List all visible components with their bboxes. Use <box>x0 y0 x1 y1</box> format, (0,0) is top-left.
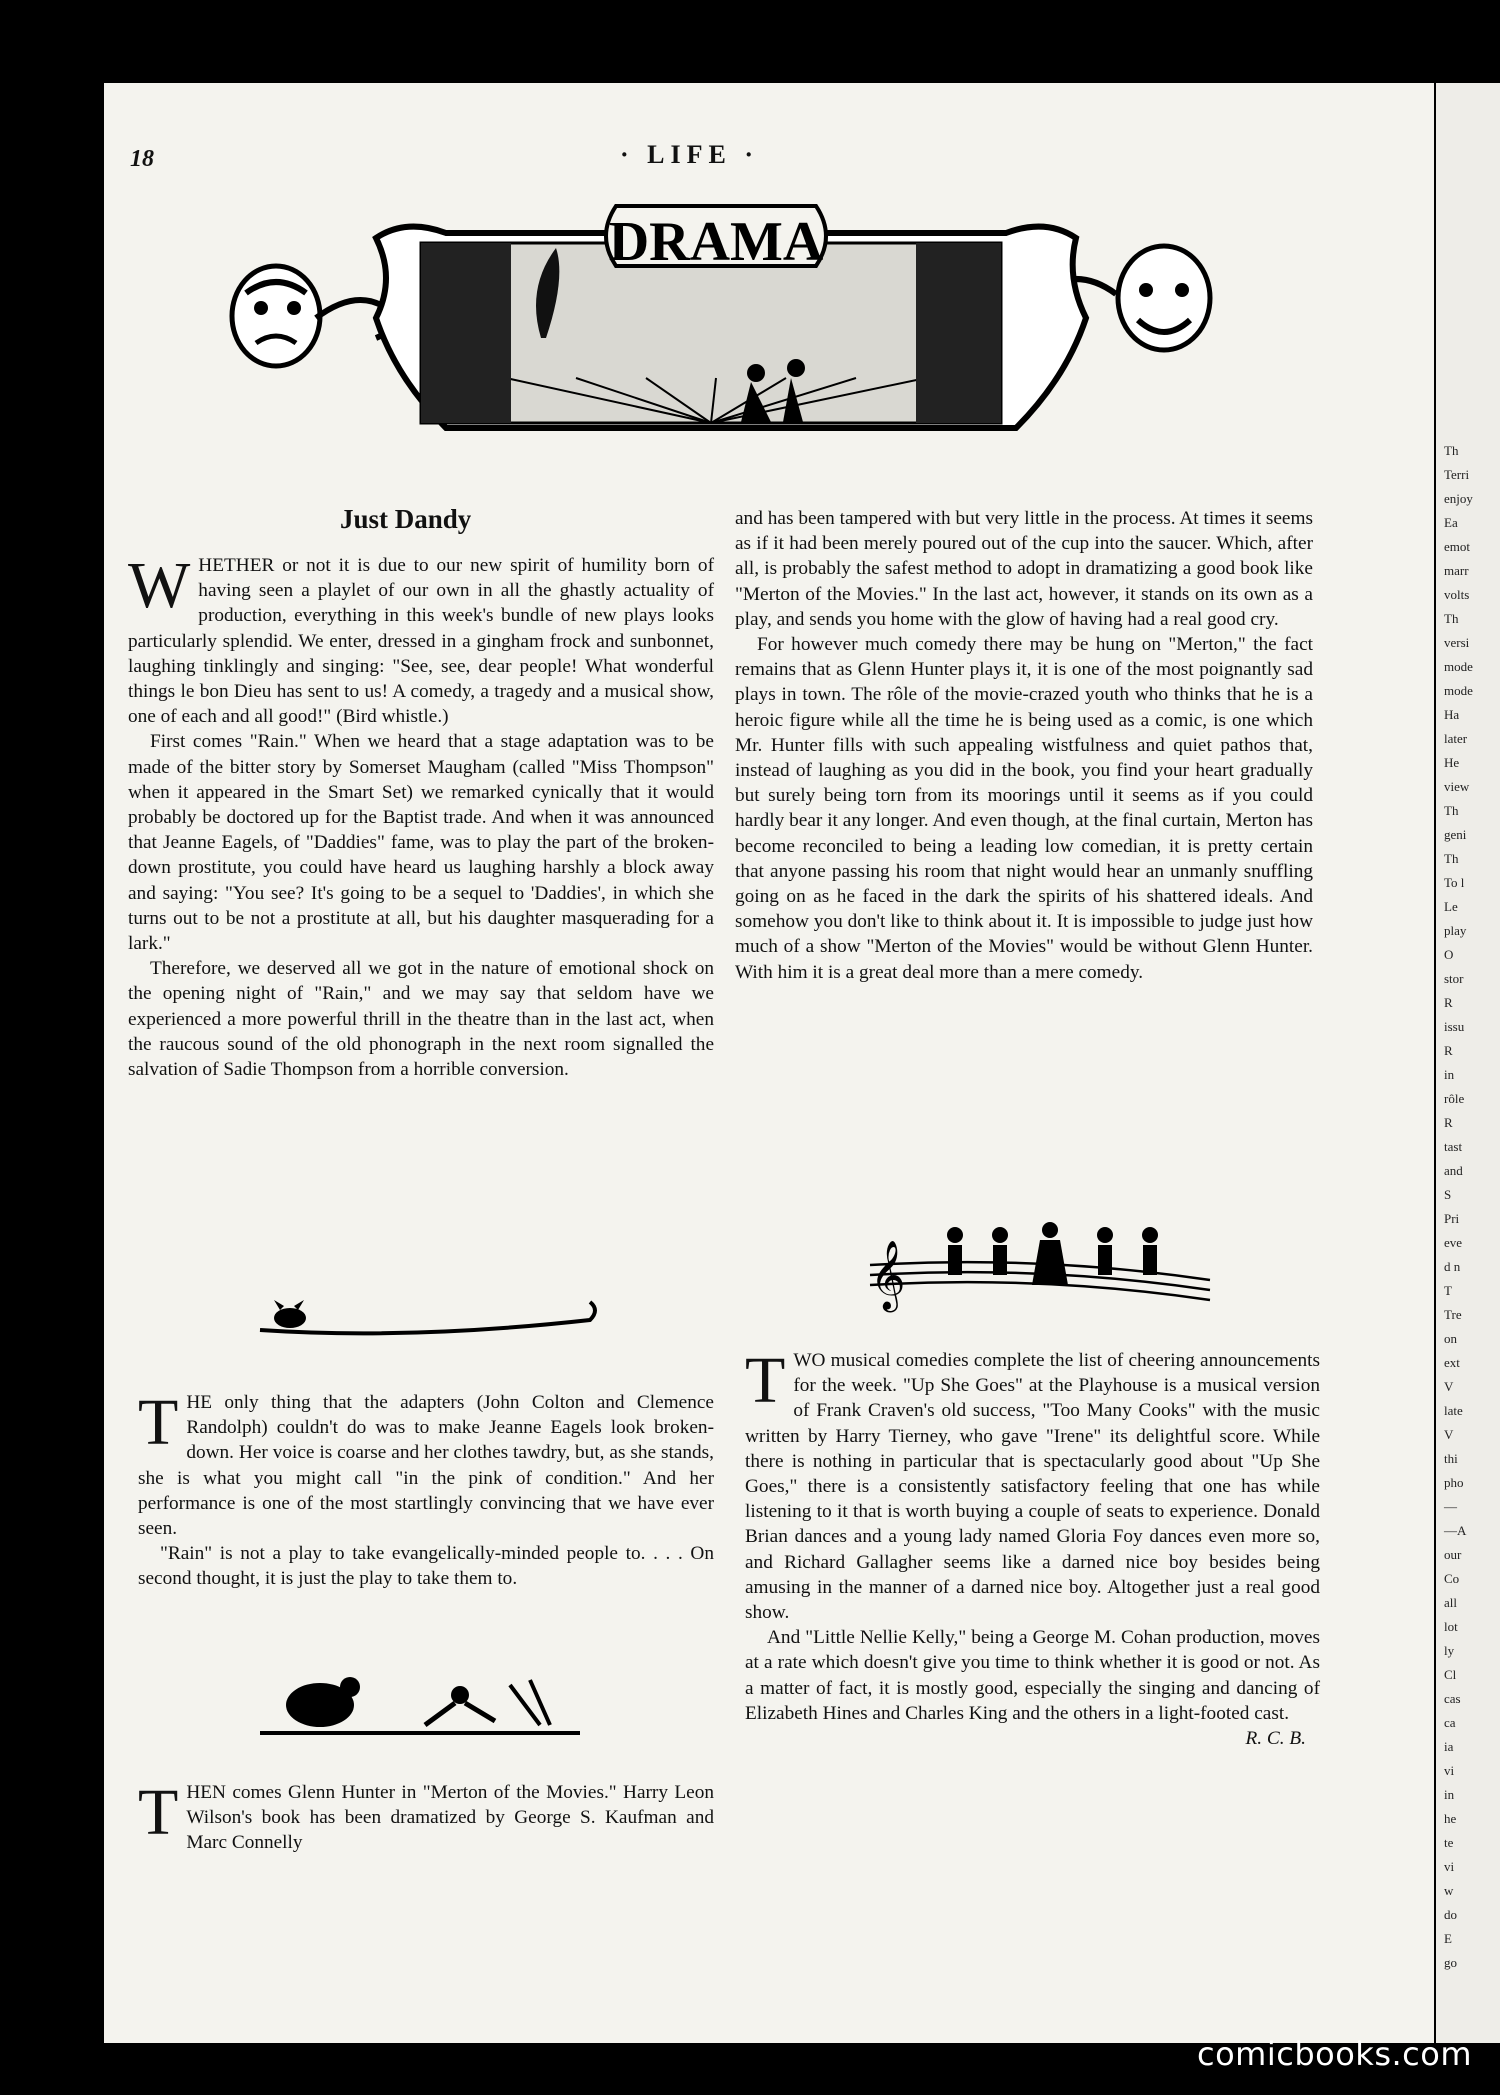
fragment-text: in <box>1444 1787 1455 1802</box>
article-title: Just Dandy <box>340 504 472 534</box>
fragment-text: our <box>1444 1547 1462 1562</box>
fragment-text: ia <box>1444 1739 1454 1754</box>
fragment-text: E <box>1444 1931 1452 1946</box>
fragment-text: lot <box>1444 1619 1458 1634</box>
left-column-bottom <box>138 1776 714 1856</box>
paragraph: WHETHER or not it is due to our new spirit of humility born of having seen a playlet of our own in all the ghastly actuality of production, everything in this week's bundle of new plays looks particularly splendid. We enter, dressed in a gingham frock and sunbonnet, laughing tinklingly and singing: "See, see, dear people! What wonderful things le bon Dieu has sent to us! A comedy, a tragedy and a musical show, one of each and all good!" (Bird whistle.) <box>128 549 714 728</box>
fragment-text: Ea <box>1444 515 1458 530</box>
paragraph: For however much comedy there may be hung on "Merton," the fact remains that as Glenn Hunter plays it, it is one of the most poignantly sad plays in town. The rôle of the movie-crazed youth who thinks that he is a heroic figure while all the time he is being used as a comic, is one which Mr. Hunter fills with such appealing wistfulness and quiet pathos that, instead of laughing as you did in the book, you find your heart gradually but surely being torn from its moorings until it seems as if you could hardly bear it any longer. And even though, at the final curtain, Merton has become reconciled to being a leading low comedian, it is pretty certain that anyone passing his room that night would hear an unmanly snuffling going on as he faced in the dark the spirits of his shattered ideals. And somehow you don't like to think about it. It is impossible to judge just how much of a show "Merton of the Movies" would be without Glenn Hunter. With him it is a great deal more than a mere comedy. <box>735 634 1313 983</box>
fragment-text: volts <box>1444 587 1470 602</box>
drop-cap: T <box>138 1386 179 1459</box>
cat-spot-illustration <box>250 1290 610 1350</box>
fragment-text: He <box>1444 755 1460 770</box>
fragment-text: vi <box>1444 1859 1455 1874</box>
fragment-text: Co <box>1444 1571 1460 1586</box>
fragment-text: ly <box>1444 1643 1455 1658</box>
fragment-text: ca <box>1444 1715 1456 1730</box>
paragraph: and has been tampered with but very little in the process. At times it seems as if it had been merely poured out of the cup into the saucer. Which, after all, is probably the safest method to adopt in dramatizing a good book like "Merton of the Movies." In the last act, however, it stands on its own as a play, and sends you home with the glow of having had a real good cry. <box>735 508 1313 630</box>
watermark: comicbooks.com <box>1196 2035 1472 2073</box>
fragment-text: Cl <box>1444 1667 1457 1682</box>
musical-notes-illustration <box>860 1205 1220 1315</box>
right-column-bottom <box>745 1344 1320 1751</box>
fragment-text: w <box>1444 1883 1454 1898</box>
drop-cap: W <box>128 549 191 622</box>
fragment-text: eve <box>1444 1235 1463 1250</box>
fragment-text: later <box>1444 731 1468 746</box>
fragment-text: pho <box>1444 1475 1464 1490</box>
left-column-middle <box>138 1386 714 1592</box>
fragment-text: Pri <box>1444 1211 1460 1226</box>
fragment-text: T <box>1444 1283 1452 1298</box>
fragment-text: versi <box>1444 635 1470 650</box>
left-column <box>128 549 714 1082</box>
chase-spot-illustration <box>260 1665 580 1740</box>
fragment-text: R <box>1444 1043 1453 1058</box>
fragment-text: V <box>1444 1427 1454 1442</box>
fragment-text: geni <box>1444 827 1467 842</box>
fragment-text: vi <box>1444 1763 1455 1778</box>
fragment-text: mode <box>1444 659 1473 674</box>
fragment-text: Ha <box>1444 707 1460 722</box>
tragedy-mask-icon <box>232 266 392 366</box>
fragment-text: in <box>1444 1067 1455 1082</box>
fragment-text: V <box>1444 1379 1454 1394</box>
fragment-text: all <box>1444 1595 1457 1610</box>
fragment-text: R <box>1444 995 1453 1010</box>
fragment-text: Th <box>1444 803 1459 818</box>
fragment-text: view <box>1444 779 1470 794</box>
fragment-text: go <box>1444 1955 1457 1970</box>
page-number: 18 <box>130 146 154 172</box>
paragraph: First comes "Rain." When we heard that a stage adaptation was to be made of the bitter story by Somerset Maugham (called "Miss Thompson" when it appeared in the Smart Set) we remarked cynically that it would probably be doctored up for the Baptist trade. And when it was announced that Jeanne Eagels, of "Daddies" fame, was to play the part of the broken-down prostitute, you could have heard us laughing harshly a block away and saying: "You see? It's going to be a sequel to 'Daddies', in which she turns out to be not a prostitute at all, but his daughter masquerading for a lark." <box>128 731 714 955</box>
right-column <box>735 506 1313 985</box>
fragment-text: late <box>1444 1403 1463 1418</box>
fragment-text: To l <box>1444 875 1465 890</box>
fragment-text: — <box>1444 1499 1457 1514</box>
fragment-text: O <box>1444 947 1454 962</box>
paragraph: And "Little Nellie Kelly," being a George M. Cohan production, moves at a rate which doesn't give you time to think whether it is good or not. As a matter of fact, it is mostly good, especially the singing and dancing of Elizabeth Hines and Charles King and the others in a light-footed cast. R. C. B. <box>745 1625 1320 1726</box>
fragment-text: play <box>1444 923 1467 938</box>
drama-banner-illustration <box>216 198 1236 463</box>
drop-cap: T <box>138 1776 179 1849</box>
drop-cap: T <box>745 1344 786 1417</box>
fragment-text: rôle <box>1444 1091 1465 1106</box>
fragment-text: thi <box>1444 1451 1458 1466</box>
masthead: · LIFE · <box>620 140 760 169</box>
fragment-text: do <box>1444 1907 1457 1922</box>
fragment-text: issu <box>1444 1019 1465 1034</box>
fragment-text: Th <box>1444 611 1459 626</box>
fragment-text: S <box>1444 1187 1452 1202</box>
fragment-text: enjoy <box>1444 491 1473 506</box>
paragraph: TWO musical comedies complete the list of cheering announcements for the week. "Up She Goes" at the Playhouse is a musical version of Frank Craven's old success, "Too Many Cooks" with the music written by Harry Tierney, who gave "Irene" its delightful score. While there is nothing in particular that is spectacularly good about "Up She Goes," there is a consistently satisfactory feeling that one has while listening to it that is worth buying a couple of seats to experience. Donald Brian dances and a young lady named Gloria Foy dances even more so, and Richard Gallagher seems like a darned nice boy besides being amusing in the manner of a darned nice boy. Altogether just a real good show. <box>745 1344 1320 1624</box>
paragraph: THEN comes Glenn Hunter in "Merton of the Movies." Harry Leon Wilson's book has been dramatized by George S. Kaufman and Marc Connelly <box>138 1776 714 1854</box>
fragment-text: te <box>1444 1835 1454 1850</box>
signature: R. C. B. <box>1245 1728 1306 1750</box>
fragment-text: d n <box>1444 1259 1461 1274</box>
paragraph: THE only thing that the adapters (John Colton and Clemence Randolph) couldn't do was to make Jeanne Eagels look broken-down. Her voice is coarse and her clothes tawdry, but, as she stands, she is what you might call "in the pink of condition." And her performance is one of the most startlingly convincing that we have ever seen. <box>138 1386 714 1540</box>
fragment-text: he <box>1444 1811 1457 1826</box>
fragment-text: and <box>1444 1163 1463 1178</box>
adjacent-page-fragment <box>1436 83 1500 2043</box>
fragment-text: stor <box>1444 971 1464 986</box>
paragraph: Therefore, we deserved all we got in the nature of emotional shock on the opening night of "Rain," and we may say that seldom have we experienced a more powerful thrill in the theatre than in the last act, when the raucous sound of the old phonograph in the next room signalled the salvation of Sadie Thompson from a horrible conversion. <box>128 958 714 1081</box>
fragment-text: cas <box>1444 1691 1461 1706</box>
fragment-text: Th <box>1444 443 1459 458</box>
fragment-text: tast <box>1444 1139 1463 1154</box>
fragment-text: Terri <box>1444 467 1470 482</box>
fragment-text: ext <box>1444 1355 1460 1370</box>
banner-title: DRAMA <box>608 211 824 273</box>
fragment-text: Tre <box>1444 1307 1462 1322</box>
fragment-text: marr <box>1444 563 1469 578</box>
fragment-text: emot <box>1444 539 1470 554</box>
fragment-text: —A <box>1444 1523 1467 1538</box>
fragment-text: on <box>1444 1331 1457 1346</box>
svg-text:𝄞: 𝄞 <box>870 1240 906 1310</box>
fragment-text: mode <box>1444 683 1473 698</box>
fragment-text: Th <box>1444 851 1459 866</box>
paragraph: "Rain" is not a play to take evangelically-minded people to. . . . On second thought, it is just the play to take them to. <box>138 1543 714 1590</box>
fragment-text: Le <box>1444 899 1458 914</box>
fragment-text: R <box>1444 1115 1453 1130</box>
